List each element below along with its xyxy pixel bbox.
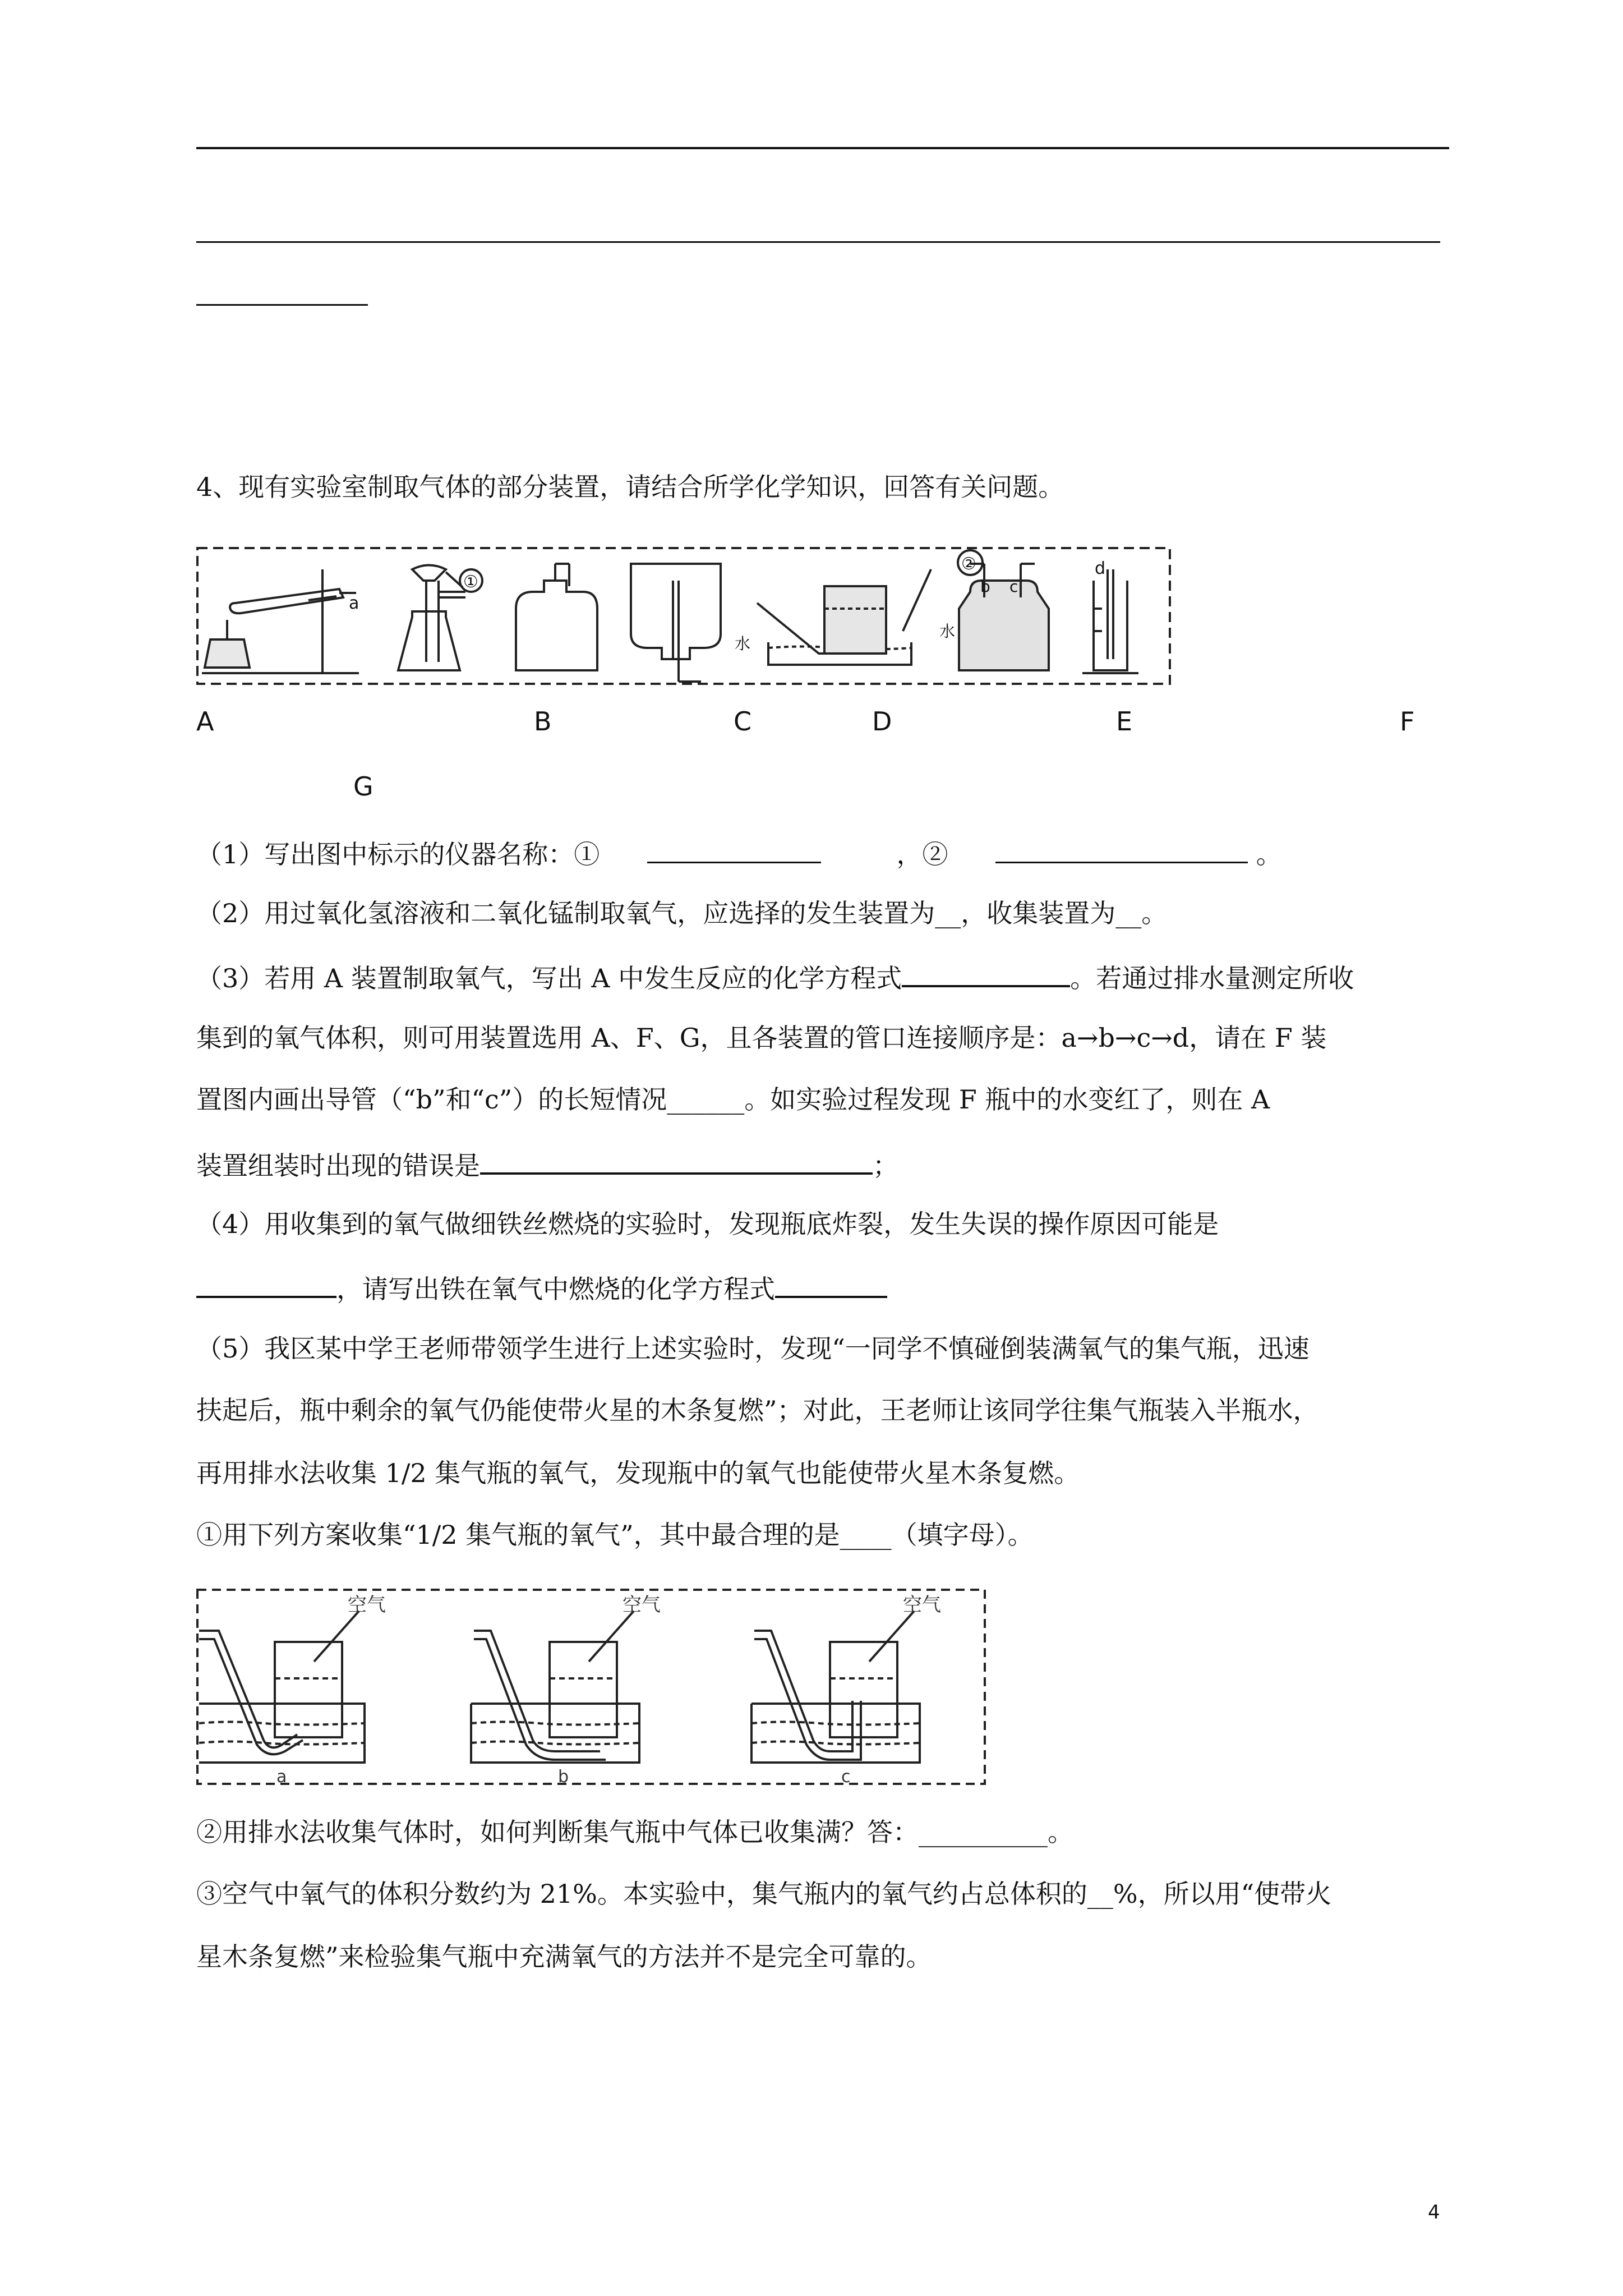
q1-blank-1[interactable] <box>647 835 821 863</box>
q1-blank-2[interactable] <box>995 835 1248 863</box>
q3-blank-equation[interactable] <box>902 958 1070 987</box>
scheme-label-a: a <box>276 1767 287 1787</box>
mark-water1: 水 <box>735 634 751 653</box>
mark-b: b <box>980 577 990 596</box>
mark-d: d <box>1095 559 1106 578</box>
scheme-a <box>199 1611 365 1763</box>
scheme-b-air: 空气 <box>623 1594 661 1616</box>
q4-blank-equation[interactable] <box>775 1269 887 1298</box>
label-C: C <box>734 706 752 737</box>
scheme-label-c: c <box>841 1767 851 1787</box>
mark-water2: 水 <box>939 622 956 641</box>
scheme-label-b: b <box>558 1767 569 1787</box>
q3-line1-a: （3）若用 A 装置制取氧气，写出 A 中发生反应的化学方程式 <box>196 963 902 993</box>
q4-line-2 <box>196 1269 887 1306</box>
q3-line4-a: 装置组装时出现的错误是 <box>196 1151 480 1181</box>
label-E: E <box>1116 706 1133 737</box>
apparatus-a <box>202 569 359 673</box>
label-B: B <box>534 706 552 737</box>
q3-line-1 <box>196 958 1354 995</box>
apparatus-c <box>516 564 597 670</box>
label-D: D <box>872 706 892 737</box>
q3-blank-error[interactable] <box>480 1145 873 1175</box>
q4-line2-a: ，请写出铁在氧气中燃烧的化学方程式 <box>336 1274 775 1304</box>
q1-prefix: （1）写出图中标示的仪器名称：① <box>196 839 600 869</box>
q5-line-1: （5）我区某中学王老师带领学生进行上述实验时，发现“一同学不慎碰倒装满氧气的集气瓶，迅速 <box>196 1333 1310 1364</box>
label-G: G <box>353 771 374 802</box>
q3-line4-b: ； <box>873 1151 898 1181</box>
q3-line-2: 集到的氧气体积，则可用装置选用 A、F、G，且各装置的管口连接顺序是：a→b→c→d，请在 F 装 <box>196 1023 1327 1053</box>
question-intro: 4、现有实验室制取气体的部分装置，请结合所学化学知识，回答有关问题。 <box>196 472 1064 502</box>
q1-line <box>196 835 1282 871</box>
q5-sub1: ①用下列方案收集“1/2 集气瓶的氧气”，其中最合理的是____（填字母）。 <box>196 1520 1034 1550</box>
label-A: A <box>196 706 214 737</box>
q5-sub3-line-2: 星木条复燃”来检验集气瓶中充满氧气的方法并不是完全可靠的。 <box>196 1941 932 1972</box>
mark-circle2: ② <box>961 554 976 574</box>
q5-line-3: 再用排水法收集 1/2 集气瓶的氧气，发现瓶中的氧气也能使带火星木条复燃。 <box>196 1458 1080 1488</box>
answer-line-2 <box>196 241 1440 243</box>
mark-a: a <box>349 593 359 613</box>
apparatus-g <box>1082 569 1138 673</box>
q2-line: （2）用过氧化氢溶液和二氧化锰制取氧气，应选择的发生装置为__，收集装置为__。 <box>196 898 1168 928</box>
answer-line-3 <box>196 304 368 306</box>
q1-end: 。 <box>1256 839 1282 869</box>
q3-line-4 <box>196 1145 898 1182</box>
mark-circle1: ① <box>463 572 478 592</box>
scheme-c-air: 空气 <box>903 1594 941 1616</box>
q1-mid: ，② <box>896 839 948 869</box>
q4-blank-reason[interactable] <box>196 1269 336 1298</box>
q3-line1-b: 。若通过排水量测定所收 <box>1070 963 1354 993</box>
scheme-c <box>751 1611 920 1763</box>
scheme-a-air: 空气 <box>348 1594 386 1616</box>
mark-c: c <box>1009 577 1018 596</box>
label-F: F <box>1400 706 1415 737</box>
scheme-b <box>471 1611 639 1763</box>
q5-sub3-line-1: ③空气中氧气的体积分数约为 21%。本实验中，集气瓶内的氧气约占总体积的__%，所以用“使带火 <box>196 1879 1332 1909</box>
apparatus-d <box>631 564 721 682</box>
page-number: 4 <box>1428 2201 1440 2224</box>
q5-line-2: 扶起后，瓶中剩余的氧气仍能使带火星的木条复燃”；对此，王老师让该同学往集气瓶装入半瓶水， <box>196 1395 1319 1425</box>
answer-line-1 <box>196 147 1449 149</box>
collection-schemes-diagram <box>196 1589 987 1788</box>
apparatus-e <box>757 569 931 665</box>
q5-sub2: ②用排水法收集气体时，如何判断集气瓶中气体已收集满？答：__________。 <box>196 1817 1073 1847</box>
q3-line-3: 置图内画出导管（“b”和“c”）的长短情况______。如实验过程发现 F 瓶中的水变红了，则在 A <box>196 1084 1270 1115</box>
apparatus-diagram <box>196 547 1172 687</box>
q4-line-1: （4）用收集到的氧气做细铁丝燃烧的实验时，发现瓶底炸裂，发生失误的操作原因可能是 <box>196 1209 1219 1239</box>
